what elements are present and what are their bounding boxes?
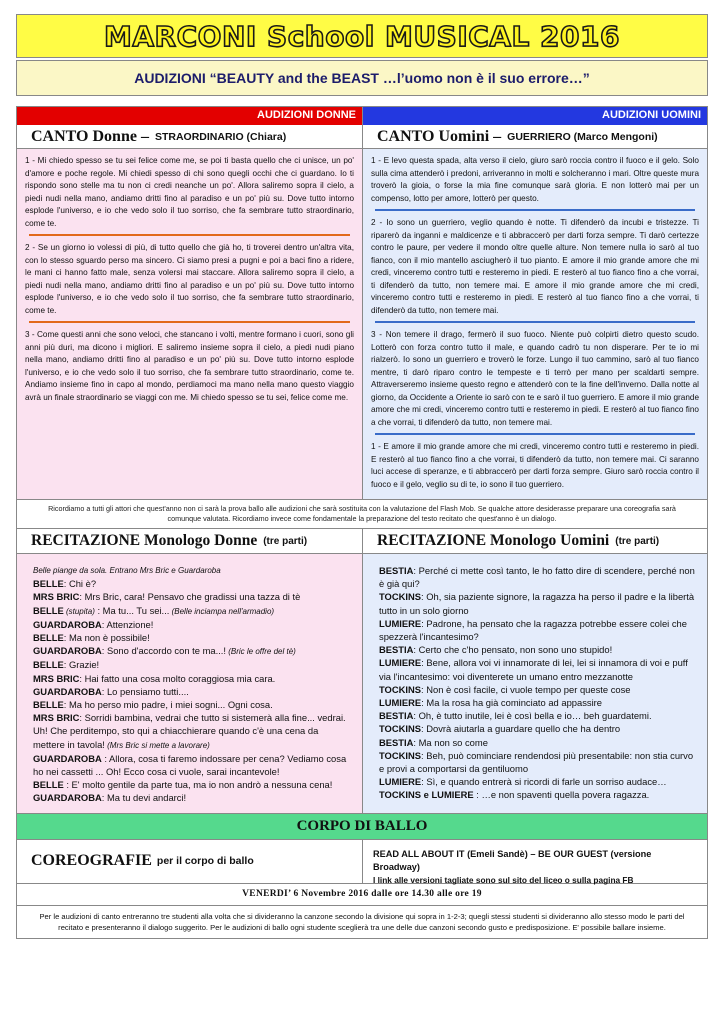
recitazione-headers bbox=[17, 528, 707, 554]
speaker-name: BESTIA bbox=[379, 710, 414, 722]
speaker-name: LUMIERE bbox=[379, 617, 422, 629]
stage-direction: (stupita) bbox=[63, 606, 95, 616]
final-note: Per le audizioni di canto entreranno tre studenti alla volta che si divideranno la canzone secondo la divisione qui sopra in 1-2-3; quegli stessi studenti si divideranno allo stesso modo le parti del recitato e presenteranno il dialogo suggerito. Per le audizioni di ballo ogni studente sceglierà tra une delle due canzoni secondo gusto e predisposizione. E' possibile ballare insieme. bbox=[17, 905, 707, 938]
speaker-name: BELLE bbox=[33, 578, 64, 590]
donne-verse-1: 1 - Mi chiedo spesso se tu sei felice come me, se poi ti basta quello che ci unisce, un po' d'amore e poche regole. Mi chiedi spesso di chi sono quegli occhi che ci guardano. Io ti rispondo sono stelle ma tu non ci credi neanche un po'. Allora saliremo sopra il cielo, a piedi nudi nella mano, andiamo dritti fino al paradiso e un po' più su. Dove tutto intorno esplode l'universo, e io che vedo solo il tuo sorriso, che fa sembrare tutto straordinario, come te. bbox=[25, 156, 354, 228]
speaker-name: MRS BRIC bbox=[33, 672, 80, 684]
dialog-text: : …e non spaventi quella povera ragazza. bbox=[473, 789, 650, 801]
dialog-line bbox=[33, 778, 350, 791]
dialog-line bbox=[379, 643, 695, 656]
dialog-line bbox=[33, 791, 350, 804]
speaker-name: TOCKINS bbox=[379, 591, 422, 603]
canto-donne-song: STRAORDINARIO (Chiara) bbox=[154, 130, 287, 143]
recitazione-uomini-sub: (tre parti) bbox=[615, 535, 660, 547]
speaker-name: GUARDAROBA bbox=[33, 645, 102, 657]
speaker-name: LUMIERE bbox=[379, 657, 422, 669]
dialog-line bbox=[33, 631, 350, 644]
dialog-line bbox=[379, 749, 695, 775]
divider bbox=[375, 209, 695, 211]
dialog-text: : Sì, e quando entrerà si ricordi di farle un sorriso audace… bbox=[421, 776, 667, 788]
stage-direction: (Mrs Bric si mette a lavorare) bbox=[104, 740, 210, 750]
donne-lyrics bbox=[17, 149, 362, 499]
canto-lyrics bbox=[17, 149, 707, 499]
stage-direction: Belle piange da sola. Entrano Mrs Bric e Guardaroba bbox=[33, 566, 221, 575]
dialog-text: : Sorridi bambina, vedrai che tutto si sistemerà alla fine... vedrai. Uh! Che perditempo, sto qui a chiacchierare quando c'è una cena da mettere in tavola! bbox=[33, 712, 346, 750]
dialog-line bbox=[379, 656, 695, 682]
recitazione-donne-sub: (tre parti) bbox=[263, 535, 308, 547]
poster bbox=[16, 14, 708, 939]
page-title: MARCONI School MUSICAL 2016 bbox=[104, 19, 620, 53]
dialog-text: : Certo che c'ho pensato, non sono uno stupido! bbox=[413, 644, 613, 656]
dialog-text: : Perché ci mette così tanto, le ho fatto dire di scendere, perché non è già qui? bbox=[379, 565, 695, 590]
audition-headers bbox=[17, 107, 707, 125]
divider bbox=[375, 433, 695, 435]
speaker-name: MRS BRIC bbox=[33, 712, 80, 724]
audition-grid bbox=[16, 106, 708, 939]
divider bbox=[29, 321, 350, 323]
coreografie-row bbox=[17, 839, 707, 883]
dialog-text: : Hai fatto una cosa molto coraggiosa mia cara. bbox=[79, 672, 276, 684]
speaker-name: GUARDAROBA bbox=[33, 685, 102, 697]
subtitle-banner bbox=[16, 60, 708, 96]
donne-verse-3: 3 - Come questi anni che sono veloci, che stancano i volti, mentre formano i cuori, sono gli anni più duri, ma dicono i migliori. E saliremo insieme sopra il cielo, a piedi nudi piano nella mano, andiamo dritti fino al paradiso e un po' più su. Dove tutto intorno esplode l'universo, e io che vedo solo il tuo sorriso, che fa sembrare tutto straordinario, come te. Andiamo insieme fino in capo al mondo, perdiamoci ma mano nella mano questo viaggio avrà un finale straordinario se viaggi con me. Mi chiedo spesso se tu sei, felice come me. bbox=[25, 330, 354, 402]
uomini-verse-4: 1 - E amore il mio grande amore che mi credi, vinceremo contro tutti e resteremo in piedi. E resterò al tuo fianco fino a che vorrai, ti difenderò da tutto, non temere mai. Ci saranno luci accese di speranze, e ti abbraccerò per darti forza sempre. Giuro sarò roccia contro il fuoco e il gelo, veglio su di te, io sono il tuo guerriero. bbox=[371, 442, 699, 489]
speaker-name: BELLE bbox=[33, 632, 64, 644]
dialog-line bbox=[33, 644, 350, 658]
canto-donne-title: CANTO Donne – bbox=[31, 127, 149, 145]
uomini-verse-2: 2 - Io sono un guerriero, veglio quando è notte. Ti difenderò da incubi e tristezze. Ti riparerò da inganni e maldicenze e ti abbraccerò per darti forza sempre. Ti darò certezze contro le paure, per vedere il mondo oltre quelle alture. Non temere nulla io sarò al tuo fianco, con il mio mantello asciugherò il tuo pianto. E amore il mio grande amore che mi credi, vinceremo contro tutti e resteremo in piedi. E resterò al tuo fianco fino a che vorrai, ti difenderò da tutto, non temere mai. E amore il mio grande amore che mi credi, vinceremo contro tutti e resteremo in piedi. E resterò al tuo fianco fino a che vorrai, ti difenderò da tutto, non temere mai. bbox=[371, 218, 699, 315]
uomini-verse-1: 1 - E levo questa spada, alta verso il cielo, giuro sarò roccia contro il fuoco e il gelo. Solo sulla cima attenderò i predoni, arriveranno in molti e solcheranno i mari. Oltre queste mura troverò la gioia, o forse la mia fine comunque sarà gloria. E non lotterò mai per un compenso, lotto per amore, lotterò per questo. bbox=[371, 156, 699, 203]
canto-uomini-title: CANTO Uomini – bbox=[377, 127, 502, 145]
dialog-line bbox=[379, 775, 695, 788]
dialog-line bbox=[379, 683, 695, 696]
recitazione-uomini-title: RECITAZIONE Monologo Uomini bbox=[377, 532, 610, 549]
dialog-line bbox=[33, 577, 350, 590]
coreografie-songs bbox=[362, 840, 707, 883]
page-subtitle: AUDIZIONI “BEAUTY and the BEAST …l’uomo non è il suo errore…” bbox=[134, 70, 590, 86]
dialog-line bbox=[33, 752, 350, 778]
dialog-line bbox=[33, 604, 350, 618]
dialog-line bbox=[379, 709, 695, 722]
uomini-lyrics bbox=[362, 149, 707, 499]
dialog-text: : Oh, è tutto inutile, lei è così bella e io… beh guardatemi. bbox=[413, 710, 652, 722]
dialog-text: : Ma la rosa ha già cominciato ad appassire bbox=[421, 697, 603, 709]
speaker-name: TOCKINS e LUMIERE bbox=[379, 789, 474, 801]
dialog-text: : Padrone, ha pensato che la ragazza potrebbe essere colei che spezzerà l'incantesimo? bbox=[379, 617, 687, 643]
dialog-text: : Mrs Bric, cara! Pensavo che gradissi una tazza di tè bbox=[79, 591, 301, 603]
dialog-text: : Attenzione! bbox=[101, 618, 154, 630]
speaker-name: TOCKINS bbox=[379, 723, 422, 735]
dialog-text: : Bene, allora voi vi innamorate di lei, lei si innamora di voi e puff via l'incantesimo: voi diventerete un umano entro mezzanotte bbox=[379, 657, 688, 682]
dialog-text: : Grazie! bbox=[63, 659, 100, 671]
flashmob-note: Ricordiamo a tutti gli attori che quest'anno non ci sarà la prova ballo alle audizioni che sarà sostituita con la valutazione del Flash Mob. Se qualche attore desiderasse preparare una coreografia sarà comunque valutata. Ricordiamo invece come fondamentale la preparazione del testo recitato che quest'anno è un dialogo. bbox=[17, 499, 707, 528]
dialog-text: : Chi è? bbox=[63, 578, 97, 590]
dialog-text: : E' molto gentile da parte tua, ma io non andrò a nessuna cena! bbox=[63, 779, 333, 791]
recitazione-donne-title: RECITAZIONE Monologo Donne bbox=[31, 532, 258, 549]
speaker-name: MRS BRIC bbox=[33, 591, 80, 603]
dialog-line bbox=[379, 590, 695, 616]
donne-dialog bbox=[17, 554, 362, 813]
dialog-text: : Ma tu devi andarci! bbox=[101, 792, 187, 804]
speaker-name: BESTIA bbox=[379, 736, 414, 748]
dialog-text: : Dovrà aiutarla a guardare quello che ha dentro bbox=[421, 723, 621, 735]
songs-line: READ ALL ABOUT IT (Emeli Sandè) – BE OUR GUEST (versione Broadway) bbox=[373, 848, 652, 872]
speaker-name: GUARDAROBA bbox=[33, 792, 102, 804]
recitazione-dialogs bbox=[17, 554, 707, 813]
dialog-line bbox=[33, 711, 350, 752]
dialog-line bbox=[379, 736, 695, 749]
speaker-name: BELLE bbox=[33, 699, 64, 711]
dialog-text: : Non è così facile, ci vuole tempo per queste cose bbox=[421, 683, 631, 695]
canto-uomini-head bbox=[362, 125, 707, 149]
audition-date: VENERDI’ 6 Novembre 2016 dalle ore 14.30 alle ore 19 bbox=[17, 883, 707, 905]
dialog-text: : Oh, sia paziente signore, la ragazza ha perso il padre e la libertà tutto in un solo giorno bbox=[379, 591, 695, 616]
divider bbox=[375, 321, 695, 323]
recitazione-donne-head bbox=[17, 528, 362, 554]
dialog-text: : Ma tu... Tu sei... bbox=[94, 604, 170, 616]
canto-uomini-song: GUERRIERO (Marco Mengoni) bbox=[507, 130, 658, 143]
speaker-name: BESTIA bbox=[379, 644, 414, 656]
title-banner bbox=[16, 14, 708, 58]
dialog-line bbox=[379, 696, 695, 709]
speaker-name: LUMIERE bbox=[379, 697, 422, 709]
dialog-line bbox=[33, 698, 350, 711]
recitazione-uomini-head bbox=[362, 528, 707, 554]
dialog-line bbox=[33, 685, 350, 698]
dialog-line bbox=[379, 617, 695, 643]
dialog-line bbox=[33, 658, 350, 671]
uomini-dialog bbox=[362, 554, 707, 813]
dialog-line bbox=[379, 722, 695, 735]
speaker-name: BELLE bbox=[33, 779, 64, 791]
dialog-text: : Allora, cosa ti faremo indossare per cena? Vediamo cosa ho nei cassetti ... Oh! Ecco cosa ci vuole, sarai incantevole! bbox=[33, 752, 347, 778]
donne-header: AUDIZIONI DONNE bbox=[17, 107, 362, 125]
dialog-text: : Sono d'accordo con te ma...! bbox=[101, 645, 227, 657]
dialog-text: : Lo pensiamo tutti.... bbox=[101, 685, 189, 697]
donne-verse-2: 2 - Se un giorno io volessi di più, di tutto quello che già ho, ti troverei dentro un'altra vita, con lo stesso sguardo perso ma sincero. Ci siamo presi a pugni e poi a baci fino a ridere, le mani ci hanno fatto male, senza volersi mai staccare. Allora saliremo sopra il cielo, a piedi nudi nella mano, andiamo dritti fino al paradiso e un po' più su. Dove tutto intorno esplode l'universo, e io che vedo solo il tuo sorriso, che fa sembrare tutto straordinario, come te. bbox=[25, 243, 354, 315]
speaker-name: TOCKINS bbox=[379, 683, 422, 695]
uomini-header: AUDIZIONI UOMINI bbox=[362, 107, 707, 125]
speaker-name: BELLE bbox=[33, 659, 64, 671]
dialog-line bbox=[33, 618, 350, 631]
speaker-name: BELLE bbox=[33, 604, 64, 616]
dialog-text: : Ma non so come bbox=[413, 736, 488, 748]
speaker-name: LUMIERE bbox=[379, 776, 422, 788]
dialog-text: : Ma ho perso mio padre, i miei sogni... Ogni cosa. bbox=[63, 699, 273, 711]
dialog-line bbox=[33, 672, 350, 685]
dialog-text: : Beh, può cominciare rendendosi più presentabile: non stia curvo e provi a comportarsi da gentiluomo bbox=[379, 749, 694, 775]
speaker-name: GUARDAROBA bbox=[33, 618, 102, 630]
coreografie-title: COREOGRAFIE bbox=[31, 852, 152, 870]
speaker-name: TOCKINS bbox=[379, 749, 422, 761]
dialog-line bbox=[33, 590, 350, 603]
songs-link-note: I link alle versioni tagliate sono sul sito del liceo o sulla pagina FB bbox=[373, 874, 634, 885]
speaker-name: BESTIA bbox=[379, 565, 414, 576]
coreografie-sub: per il corpo di ballo bbox=[156, 855, 254, 868]
dialog-line bbox=[379, 788, 695, 801]
uomini-verse-3: 3 - Non temere il drago, fermerò il suo fuoco. Niente può colpirti dietro questo scudo. Lotterò con forza contro tutto il male, e quando cadrò tu non disperare. Per te io mi rialzerò. Io sono un guerriero e troverò le forze. Lungo il tuo cammino, sarò al tuo fianco mentre, ti darò riparo contro le tempeste e ti terrò per mano per scaldarti sempre. Attraverseremo insieme questo regno e attenderò con te la fine dell'inverno. Dalla notte al giorno, da Occidente a Oriente io sarò con te e sarò il tuo guerriero. E amore il mio grande amore che mi credi, vinceremo contro tutti e resteremo in piedi. E resterò al tuo fianco fino a che vorrai, ti difenderò da tutto, non temere mai. bbox=[371, 330, 699, 427]
canto-donne-head bbox=[17, 125, 362, 149]
dialog-text: : Ma non è possibile! bbox=[63, 632, 150, 644]
stage-direction: (Belle inciampa nell'armadio) bbox=[169, 606, 275, 616]
divider bbox=[29, 234, 350, 236]
coreografie-head bbox=[17, 840, 362, 883]
stage-direction: (Bric le offre del tè) bbox=[226, 647, 296, 657]
corpo-di-ballo-header: CORPO DI BALLO bbox=[17, 813, 707, 839]
canto-headers bbox=[17, 125, 707, 149]
speaker-name: GUARDAROBA bbox=[33, 752, 102, 764]
dialog-line bbox=[379, 564, 695, 590]
